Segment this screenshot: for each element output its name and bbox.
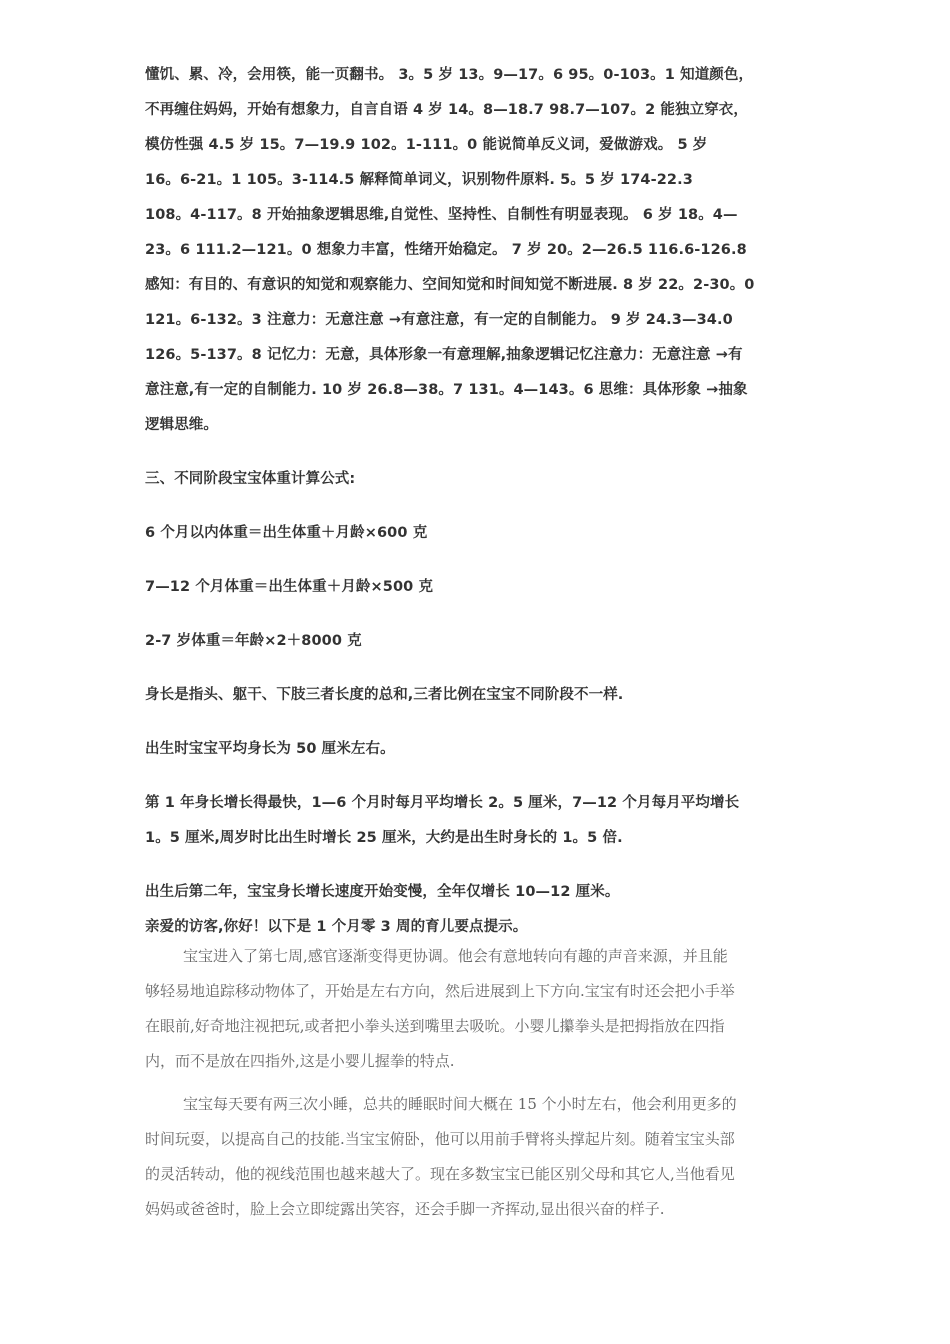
paragraph-line: 的灵活转动，他的视线范围也越来越大了。现在多数宝宝已能区别父母和其它人,当他看见 xyxy=(145,1165,735,1183)
heading-text: 三、不同阶段宝宝体重计算公式: xyxy=(145,471,356,487)
development-table-text xyxy=(145,58,810,443)
formula-text: 7—12 个月体重＝出生体重＋月龄×500 克 xyxy=(145,579,434,595)
paragraph-line: 第 1 年身长增长得最快，1—6 个月时每月平均增长 2。5 厘米，7—12 个月每月平均增长 xyxy=(145,795,740,811)
birth-height xyxy=(145,732,810,767)
text-line: 126。5-137。8 记忆力：无意，具体形象一有意理解,抽象逻辑记忆注意力：无意注意 →有 xyxy=(145,347,743,363)
text-line: 108。4-117。8 开始抽象逻辑思维,自觉性、坚持性、自制性有明显表现。 6 岁 18。4— xyxy=(145,207,738,223)
paragraph-line: 内，而不是放在四指外,这是小婴儿握拳的特点. xyxy=(145,1052,455,1070)
paragraph-line: 宝宝每天要有两三次小睡，总共的睡眠时间大概在 15 个小时左右，他会利用更多的 xyxy=(183,1095,737,1113)
formula-2-7-years xyxy=(145,624,810,659)
text-line: 16。6-21。1 105。3-114.5 解释简单词义，识别物件原料. 5。5 岁 174-22.3 xyxy=(145,172,693,188)
paragraph-line: 宝宝进入了第七周,感官逐渐变得更协调。他会有意地转向有趣的声音来源，并且能 xyxy=(183,947,728,965)
text-line: 23。6 111.2—121。0 想象力丰富，性绪开始稳定。 7 岁 20。2—26.5 116.6-126.8 xyxy=(145,242,747,258)
second-year-growth xyxy=(145,875,810,910)
document-page xyxy=(145,58,810,1227)
formula-under-6-months xyxy=(145,516,810,551)
formula-text: 6 个月以内体重＝出生体重＋月龄×600 克 xyxy=(145,525,428,541)
paragraph-text: 出生时宝宝平均身长为 50 厘米左右。 xyxy=(145,741,395,757)
paragraph-line: 1。5 厘米,周岁时比出生时增长 25 厘米，大约是出生时身长的 1。5 倍. xyxy=(145,830,623,846)
paragraph-text: 身长是指头、躯干、下肢三者长度的总和,三者比例在宝宝不同阶段不一样. xyxy=(145,687,624,703)
parenting-paragraph-1 xyxy=(145,939,810,1079)
paragraph-line: 在眼前,好奇地注视把玩,或者把小拳头送到嘴里去吸吮。小婴儿攥拳头是把拇指放在四指 xyxy=(145,1017,725,1035)
paragraph-line: 够轻易地追踪移动物体了，开始是左右方向，然后进展到上下方向.宝宝有时还会把小手举 xyxy=(145,982,735,1000)
paragraph-line: 时间玩耍，以提高自己的技能.当宝宝俯卧，他可以用前手臂将头撑起片刻。随着宝宝头部 xyxy=(145,1130,735,1148)
text-line: 121。6-132。3 注意力：无意注意 →有意注意，有一定的自制能力。 9 岁 24.3—34.0 xyxy=(145,312,733,328)
parenting-paragraph-2 xyxy=(145,1087,810,1227)
formula-7-12-months xyxy=(145,570,810,605)
text-line: 意注意,有一定的自制能力. 10 岁 26.8—38。7 131。4—143。6 思维：具体形象 →抽象 xyxy=(145,382,748,398)
text-line: 感知：有目的、有意识的知觉和观察能力、空间知觉和时间知觉不断进展. 8 岁 22。2-30。0 xyxy=(145,277,755,293)
section-heading-weight xyxy=(145,462,810,497)
paragraph-text: 出生后第二年，宝宝身长增长速度开始变慢，全年仅增长 10—12 厘米。 xyxy=(145,884,620,900)
text-line: 逻辑思维。 xyxy=(145,417,218,433)
greeting-text: 亲爱的访客,你好！以下是 1 个月零 3 周的育儿要点提示。 xyxy=(145,919,528,935)
height-definition xyxy=(145,678,810,713)
paragraph-line: 妈妈或爸爸时，脸上会立即绽露出笑容，还会手脚一齐挥动,显出很兴奋的样子. xyxy=(145,1200,665,1218)
first-year-growth xyxy=(145,786,810,856)
text-line: 模仿性强 4.5 岁 15。7—19.9 102。1-111。0 能说简单反义词，爱做游戏。 5 岁 xyxy=(145,137,708,153)
text-line: 懂饥、累、冷，会用筷，能一页翻书。 3。5 岁 13。9—17。6 95。0-103。1 知道颜色， xyxy=(145,67,754,83)
text-line: 不再缠住妈妈，开始有想象力，自言自语 4 岁 14。8—18.7 98.7—107。2 能独立穿衣， xyxy=(145,102,749,118)
formula-text: 2-7 岁体重＝年龄×2＋8000 克 xyxy=(145,633,362,649)
